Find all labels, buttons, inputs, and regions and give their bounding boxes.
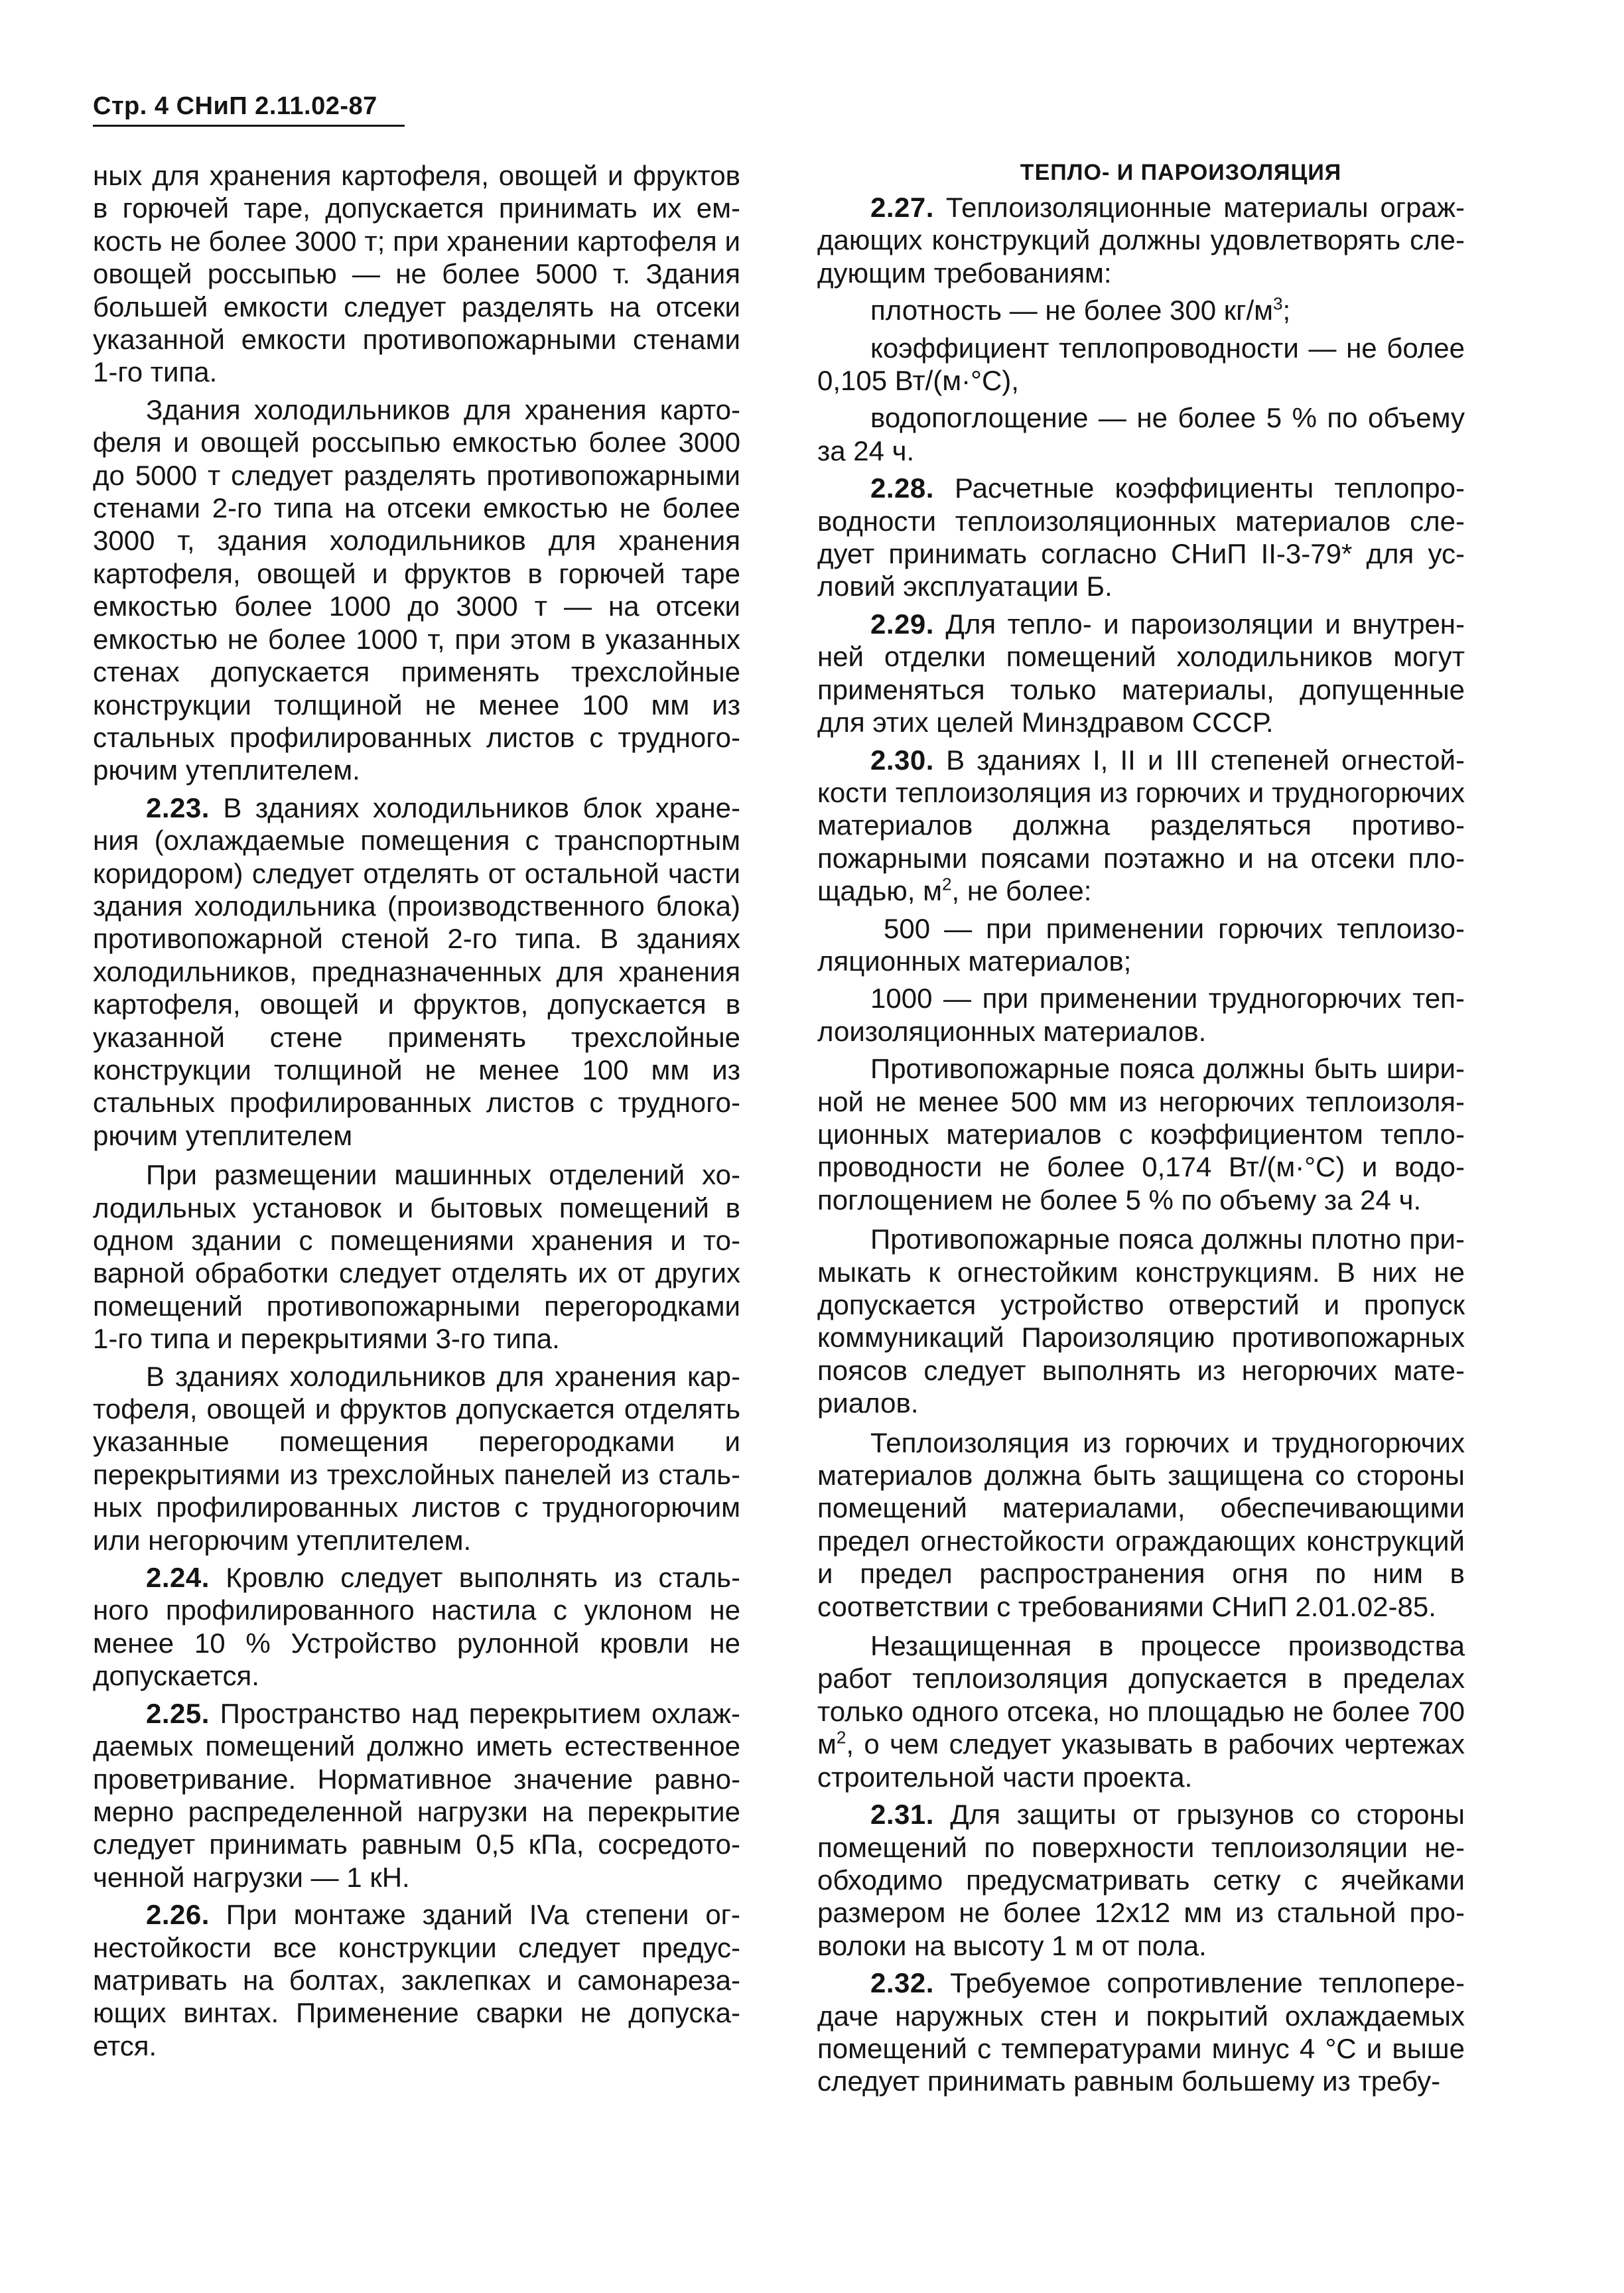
clause-2-32: [817, 1967, 1465, 2098]
clause-text: Требуемое сопротивление теплопередаче наружных стен и покрытий охлаждаемых помещений с температурами минус 4 °С и выше следует принимать равным большему из требу-: [817, 1967, 1465, 2097]
superscript: 2: [836, 1727, 846, 1748]
paragraph: При размещении машинных отделений холодильных установок и бытовых помещений в одном здании с помещениями хранения и товарной обработки следует отделять их от других помещений противопожарными перегородками 1-го типа и перекрытиями 3-го типа.: [93, 1159, 740, 1355]
clause-number: 2.25.: [146, 1697, 210, 1729]
clause-2-28: [817, 472, 1465, 603]
clause-text: В зданиях I, II и III степеней огнестойкости теплоизоляция из горючих и трудногорючих материалов должна разделяться противопожарными поясами поэтажно и на отсеки площадью, м: [817, 744, 1465, 907]
list-item-combustible: 500 — при применении горючих теплоизоляционных материалов;: [817, 912, 1465, 977]
section-title: ТЕПЛО- И ПАРОИЗОЛЯЦИЯ: [1020, 160, 1342, 185]
paragraph: Противопожарные пояса должны быть шириной не менее 500 мм из негорючих теплоизоляционных материалов с коэффициентом теплопроводности не более 0,174 Вт/(м·°С) и водопоглощением не более 5 % по объему за 24 ч.: [817, 1053, 1465, 1216]
clause-number: 2.28.: [870, 472, 934, 504]
paragraph: [817, 1630, 1465, 1793]
paragraph: Теплоизоляция из горючих и трудногорючих материалов должна быть защищена со стороны помещений материалами, обеспечивающими предел огнестойкости ограждающих конструкций и предел распространения огня по ним в соответствии с требованиями СНиП 2.01.02-85.: [817, 1426, 1465, 1622]
clause-number: 2.32.: [870, 1967, 934, 1999]
clause-2-24: [93, 1561, 740, 1693]
clause-2-23: [93, 792, 740, 1152]
clause-text: Кровлю следует выполнять из стального профилированного настила с уклоном не менее 10 % Устройство рулонной кровли не допускается.: [93, 1562, 740, 1692]
clause-2-25: [93, 1697, 740, 1894]
requirement-water-absorption: водопоглощение — не более 5 % по объему за 24 ч.: [817, 402, 1465, 466]
clause-text: Теплоизоляционные материалы ограждающих конструкций должны удовлетворять следующим требованиям:: [817, 192, 1465, 289]
paragraph: В зданиях холодильников для хранения картофеля, овощей и фруктов допускается отделять указанные помещения перегородками и перекрытиями из трехслойных панелей из стальных профилированных листов с трудногорючим или негорючим утеплителем.: [93, 1360, 740, 1556]
requirement-conductivity: коэффициент теплопроводности — не более 0,105 Вт/(м·°С),: [817, 332, 1465, 397]
clause-2-29: [817, 608, 1465, 739]
clause-text: В зданиях холодильников блок хранения (охлаждаемые помещения с транспортным коридором) следует отделять от остальной части здания холодильника (производственного блока) противопожарной стеной 2-го типа. В зданиях холодильников, предназначенных для хранения картофеля, овощей и фруктов, допускается в указанной стене применять трехслойные конструкции толщиной не менее 100 мм из стальных профилированных листов с трудногорючим утеплителем: [93, 792, 740, 1151]
clause-text-end: , не более:: [951, 875, 1092, 907]
requirement-density: [817, 294, 1465, 326]
clause-2-31: [817, 1798, 1465, 1962]
paragraph-text: Незащищенная в процессе производства работ теплоизоляция допускается в пределах только одного отсека, но площадью не более 700 м: [817, 1630, 1465, 1760]
paragraph-continuation: ных для хранения картофеля, овощей и фруктов в горючей таре, допускается принимать их емкость не более 3000 т; при хранении картофеля и овощей россыпью — не более 5000 т. Здания большей емкости следует разделять на отсеки указанной емкости противопожарными стенами 1-го типа.: [93, 160, 740, 388]
requirement-end: ;: [1282, 295, 1291, 326]
clause-text: Для защиты от грызунов со стороны помещений по поверхности теплоизоляции необходимо предусматривать сетку с ячейками размером не более 12х12 мм из стальной проволоки на высоту 1 м от пола.: [817, 1799, 1465, 1961]
clause-number: 2.26.: [146, 1899, 210, 1931]
paragraph: Противопожарные пояса должны плотно примыкать к огнестойким конструкциям. В них не допускается устройство отверстий и пропуск коммуникаций Пароизоляцию противопожарных поясов следует выполнять из негорючих материалов.: [817, 1223, 1465, 1419]
paragraph: Здания холодильников для хранения картофеля и овощей россыпью емкостью более 3000 до 5000 т следует разделять противопожарными стенами 2-го типа на отсеки емкостью не более 3000 т, здания холодильников для хранения картофеля, овощей и фруктов в горючей таре емкостью более 1000 до 3000 т — на отсеки емкостью не более 1000 т, при этом в указанных стенах допускается применять трехслойные конструкции толщиной не менее 100 мм из стальных профилированных листов с трудногорючим утеплителем.: [93, 393, 740, 786]
list-item-hardly-combustible: 1000 — при применении трудногорючих теплоизоляционных материалов.: [817, 983, 1465, 1047]
clause-2-26: [93, 1898, 740, 2062]
clause-number: 2.27.: [870, 192, 934, 223]
clause-2-27: [817, 191, 1465, 289]
clause-text: Для тепло- и пароизоляции и внутренней отделки помещений холодильников могут применяться только материалы, допущенные для этих целей Минздравом СССР.: [817, 608, 1465, 738]
clause-text: Расчетные коэффициенты теплопроводности теплоизоляционных материалов следует принимать согласно СНиП II-3-79* для условий эксплуатации Б.: [817, 472, 1465, 602]
clause-number: 2.29.: [870, 608, 934, 640]
left-column: [93, 159, 740, 2062]
right-column: [817, 159, 1465, 2098]
clause-number: 2.24.: [146, 1562, 210, 1594]
paragraph-text-end: , о чем следует указывать в рабочих чертежах строительной части проекта.: [817, 1728, 1465, 1793]
superscript: 2: [942, 874, 952, 894]
clause-text: Пространство над перекрытием охлаждаемых помещений должно иметь естественное проветривание. Нормативное значение равномерно распределенной нагрузки на перекрытие следует принимать равным 0,5 кПа, сосредоточенной нагрузки — 1 кН.: [93, 1697, 740, 1893]
requirement-text: плотность — не более 300 кг/м: [870, 295, 1273, 326]
clause-number: 2.31.: [870, 1799, 934, 1831]
clause-number: 2.30.: [870, 744, 934, 776]
clause-text: При монтаже зданий IVa степени огнестойкости все конструкции следует предусматривать на болтах, заклепках и самонарезающих винтах. Применение сварки не допускается.: [93, 1899, 740, 2061]
clause-2-30: [817, 744, 1465, 908]
clause-number: 2.23.: [146, 792, 210, 823]
superscript: 3: [1273, 293, 1283, 314]
running-header: Стр. 4 СНиП 2.11.02-87: [93, 93, 405, 127]
